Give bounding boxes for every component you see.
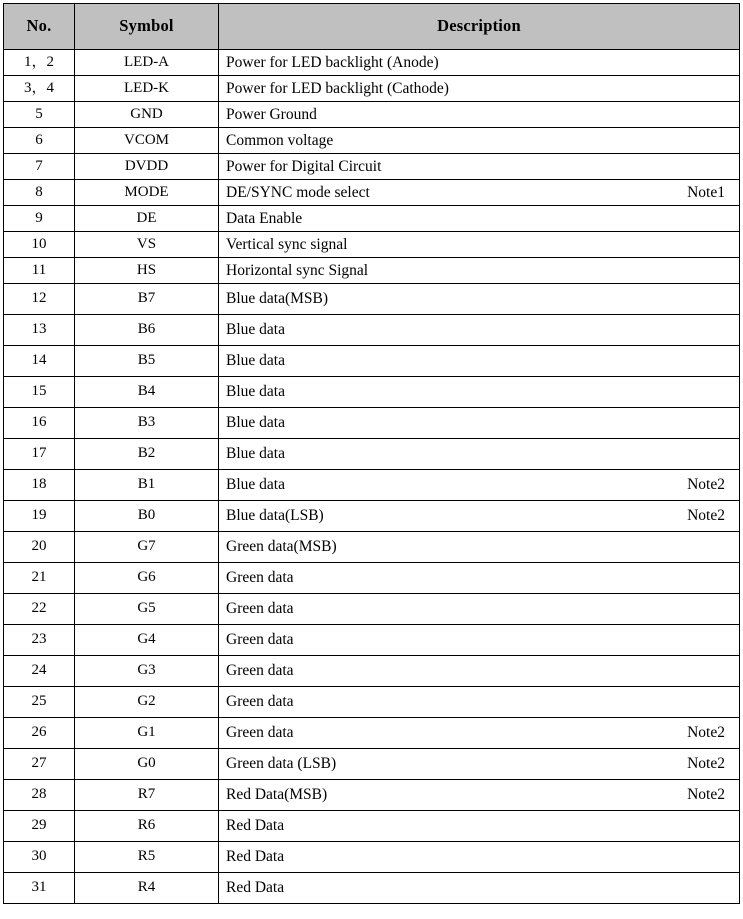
cell-symbol: G5 [75,594,219,625]
description-text: Blue data [226,445,285,463]
cell-description [219,128,740,154]
cell-symbol: VCOM [75,128,219,154]
description-wrapper [226,54,725,72]
table-row [4,749,740,780]
cell-symbol: B2 [75,439,219,470]
description-note-label: Note2 [687,724,725,742]
description-text: Red Data [226,879,285,897]
cell-symbol: B3 [75,408,219,439]
cell-description [219,180,740,206]
description-wrapper [226,184,725,202]
cell-description [219,76,740,102]
cell-pin-number: 5 [4,102,75,128]
description-text: DE/SYNC mode select [226,183,370,201]
description-text: Blue data(LSB) [226,507,324,525]
table-row [4,873,740,904]
cell-description [219,102,740,128]
description-text: Blue data(MSB) [226,290,329,308]
description-wrapper [226,507,725,525]
description-note-label: Note2 [687,507,725,525]
cell-description [219,842,740,873]
description-wrapper [226,158,725,176]
table-row [4,501,740,532]
cell-description [219,532,740,563]
description-wrapper [226,236,725,254]
cell-symbol: R4 [75,873,219,904]
pin-description-table [3,3,740,904]
table-row [4,470,740,501]
description-wrapper [226,662,725,680]
table-row [4,377,740,408]
column-header-symbol: Symbol [75,4,219,50]
table-row [4,842,740,873]
cell-symbol: B7 [75,284,219,315]
table-row [4,284,740,315]
cell-pin-number: 21 [4,563,75,594]
description-note-label: Note2 [687,786,725,804]
cell-description [219,439,740,470]
cell-description [219,873,740,904]
description-text: Power Ground [226,105,317,123]
cell-pin-number: 13 [4,315,75,346]
description-text: Blue data [226,383,285,401]
description-wrapper [226,132,725,150]
cell-description [219,811,740,842]
cell-pin-number: 9 [4,206,75,232]
cell-symbol: R6 [75,811,219,842]
cell-description [219,315,740,346]
cell-pin-number: 22 [4,594,75,625]
description-text: Red Data(MSB) [226,786,328,804]
description-wrapper [226,445,725,463]
description-text: Green data(MSB) [226,538,337,556]
description-text: Green data [226,631,294,649]
cell-symbol: G7 [75,532,219,563]
description-text: Blue data [226,476,285,494]
description-note-label: Note2 [687,476,725,494]
cell-description [219,780,740,811]
description-text: Green data [226,724,294,742]
description-wrapper [226,848,725,866]
cell-pin-number: 16 [4,408,75,439]
description-wrapper [226,321,725,339]
cell-pin-number: 10 [4,232,75,258]
description-text: Green data [226,693,294,711]
description-wrapper [226,879,725,897]
cell-symbol: B6 [75,315,219,346]
column-header-description: Description [219,4,740,50]
cell-symbol: B1 [75,470,219,501]
cell-symbol: G4 [75,625,219,656]
table-row [4,76,740,102]
description-text: Green data [226,569,294,587]
description-text: Power for LED backlight (Anode) [226,53,439,71]
cell-symbol: HS [75,258,219,284]
cell-symbol: G6 [75,563,219,594]
description-wrapper [226,352,725,370]
description-wrapper [226,414,725,432]
cell-symbol: G3 [75,656,219,687]
cell-pin-number: 14 [4,346,75,377]
table-header-row [4,4,740,50]
description-text: Green data [226,600,294,618]
table-row [4,687,740,718]
cell-pin-number: 30 [4,842,75,873]
cell-description [219,563,740,594]
description-text: Green data (LSB) [226,755,337,773]
cell-symbol: DVDD [75,154,219,180]
table-row [4,232,740,258]
cell-symbol: G2 [75,687,219,718]
description-text: Data Enable [226,209,303,227]
cell-symbol: B0 [75,501,219,532]
description-wrapper [226,210,725,228]
cell-symbol: MODE [75,180,219,206]
cell-pin-number: 20 [4,532,75,563]
description-text: Red Data [226,848,285,866]
cell-symbol: LED-K [75,76,219,102]
description-wrapper [226,262,725,280]
cell-description [219,718,740,749]
table-row [4,718,740,749]
cell-symbol: GND [75,102,219,128]
cell-description [219,594,740,625]
description-text: Power for LED backlight (Cathode) [226,79,449,97]
cell-description [219,408,740,439]
cell-description [219,501,740,532]
table-row [4,154,740,180]
description-wrapper [226,290,725,308]
description-text: Power for Digital Circuit [226,157,382,175]
table-row [4,408,740,439]
description-wrapper [226,476,725,494]
description-wrapper [226,631,725,649]
table-row [4,625,740,656]
cell-symbol: B4 [75,377,219,408]
cell-description [219,258,740,284]
cell-symbol: B5 [75,346,219,377]
cell-symbol: LED-A [75,50,219,76]
cell-description [219,154,740,180]
description-wrapper [226,724,725,742]
cell-pin-number: 31 [4,873,75,904]
table-row [4,102,740,128]
cell-pin-number: 15 [4,377,75,408]
cell-pin-number: 18 [4,470,75,501]
table-body [4,50,740,904]
cell-description [219,206,740,232]
cell-symbol: DE [75,206,219,232]
cell-pin-number: 6 [4,128,75,154]
cell-pin-number: 1，2 [4,50,75,76]
table-row [4,439,740,470]
table-row [4,315,740,346]
table-row [4,811,740,842]
description-wrapper [226,786,725,804]
description-wrapper [226,538,725,556]
cell-symbol: G1 [75,718,219,749]
cell-description [219,232,740,258]
description-text: Common voltage [226,131,334,149]
cell-pin-number: 12 [4,284,75,315]
cell-pin-number: 8 [4,180,75,206]
cell-description [219,656,740,687]
table-row [4,206,740,232]
cell-description [219,284,740,315]
description-text: Blue data [226,414,285,432]
description-text: Horizontal sync Signal [226,261,369,279]
description-text: Red Data [226,817,285,835]
description-note-label: Note2 [687,755,725,773]
description-wrapper [226,106,725,124]
description-text: Green data [226,662,294,680]
table-row [4,594,740,625]
cell-symbol: VS [75,232,219,258]
description-text: Vertical sync signal [226,235,348,253]
cell-pin-number: 28 [4,780,75,811]
description-wrapper [226,80,725,98]
description-wrapper [226,693,725,711]
table-row [4,656,740,687]
table-header [4,4,740,50]
cell-pin-number: 26 [4,718,75,749]
table-row [4,50,740,76]
cell-pin-number: 19 [4,501,75,532]
cell-pin-number: 27 [4,749,75,780]
description-wrapper [226,383,725,401]
cell-pin-number: 3，4 [4,76,75,102]
table-row [4,563,740,594]
cell-description [219,470,740,501]
table-row [4,128,740,154]
cell-pin-number: 29 [4,811,75,842]
cell-symbol: G0 [75,749,219,780]
column-header-no: No. [4,4,75,50]
cell-description [219,346,740,377]
table-row [4,532,740,563]
table-row [4,258,740,284]
cell-description [219,625,740,656]
description-wrapper [226,755,725,773]
cell-pin-number: 25 [4,687,75,718]
description-text: Blue data [226,352,285,370]
cell-pin-number: 11 [4,258,75,284]
cell-symbol: R7 [75,780,219,811]
cell-pin-number: 7 [4,154,75,180]
cell-symbol: R5 [75,842,219,873]
description-wrapper [226,817,725,835]
cell-pin-number: 23 [4,625,75,656]
description-note-label: Note1 [687,183,725,201]
cell-description [219,50,740,76]
description-text: Blue data [226,321,285,339]
cell-pin-number: 24 [4,656,75,687]
table-row [4,180,740,206]
cell-description [219,687,740,718]
description-wrapper [226,600,725,618]
cell-description [219,377,740,408]
table-row [4,780,740,811]
table-row [4,346,740,377]
cell-pin-number: 17 [4,439,75,470]
cell-description [219,749,740,780]
description-wrapper [226,569,725,587]
